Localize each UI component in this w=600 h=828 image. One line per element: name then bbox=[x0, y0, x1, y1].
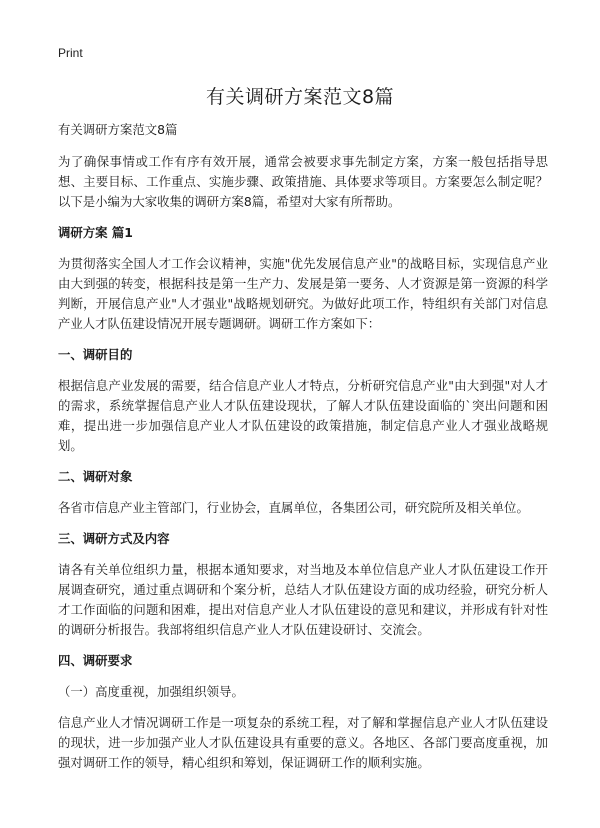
purpose-paragraph: 根据信息产业发展的需要，结合信息产业人才特点，分析研究信息产业"由大到强"对人才的需求，系统掌握信息产业人才队伍建设现状，了解人才队伍建设面临的`突出问题和困难，提出进一步加强信息产业人才队伍建设的政策措施，制定信息产业人才强业战略规划。 bbox=[58, 378, 548, 453]
intro-paragraph: 为了确保事情或工作有序有效开展，通常会被要求事先制定方案，方案一般包括指导思想、主要目标、工作重点、实施步骤、政策措施、具体要求等项目。方案要怎么制定呢？以下是小编为大家收集的调研方案8篇，希望对大家有所帮助。 bbox=[58, 154, 548, 209]
document-subtitle: 有关调研方案范文8篇 bbox=[58, 122, 178, 137]
document-title: 有关调研方案范文8篇 bbox=[205, 86, 395, 108]
section-1-paragraph: 为贯彻落实全国人才工作会议精神，实施"优先发展信息产业"的战略目标，实现信息产业由大到强的转变，根据科技是第一生产力、发展是第一要务、人才资源是第一资源的科学判断，开展信息产业"人才强业"战略规划研究。为做好此项工作，特组织有关部门对信息产业人才队伍建设情况开展专题调研。调研工作方案如下： bbox=[58, 256, 548, 331]
heading-purpose: 一、调研目的 bbox=[58, 347, 133, 362]
targets-paragraph: 各省市信息产业主管部门，行业协会，直属单位，各集团公司，研究院所及相关单位。 bbox=[58, 500, 529, 515]
heading-methods: 三、调研方式及内容 bbox=[58, 531, 170, 546]
print-link[interactable]: Print bbox=[58, 46, 83, 60]
requirements-paragraph: 信息产业人才情况调研工作是一项复杂的系统工程，对了解和掌握信息产业人才队伍建设的现状，进一步加强产业人才队伍建设具有重要的意义。各地区、各部门要高度重视，加强对调研工作的领导，精心组织和筹划，保证调研工作的顺利实施。 bbox=[58, 715, 548, 770]
requirement-item-1: （一）高度重视，加强组织领导。 bbox=[58, 684, 244, 699]
section-heading-plan-1: 调研方案 篇1 bbox=[58, 225, 133, 240]
heading-requirements: 四、调研要求 bbox=[58, 653, 133, 668]
heading-targets: 二、调研对象 bbox=[58, 469, 133, 484]
document-body bbox=[58, 120, 548, 784]
methods-paragraph: 请各有关单位组织力量，根据本通知要求，对当地及本单位信息产业人才队伍建设工作开展调查研究，通过重点调研和个案分析，总结人才队伍建设方面的成功经验，研究分析人才工作面临的问题和困难，提出对信息产业人才队伍建设的意见和建议，并形成有针对性的调研分析报告。我部将组织信息产业人才队伍建设研讨、交流会。 bbox=[58, 562, 548, 637]
